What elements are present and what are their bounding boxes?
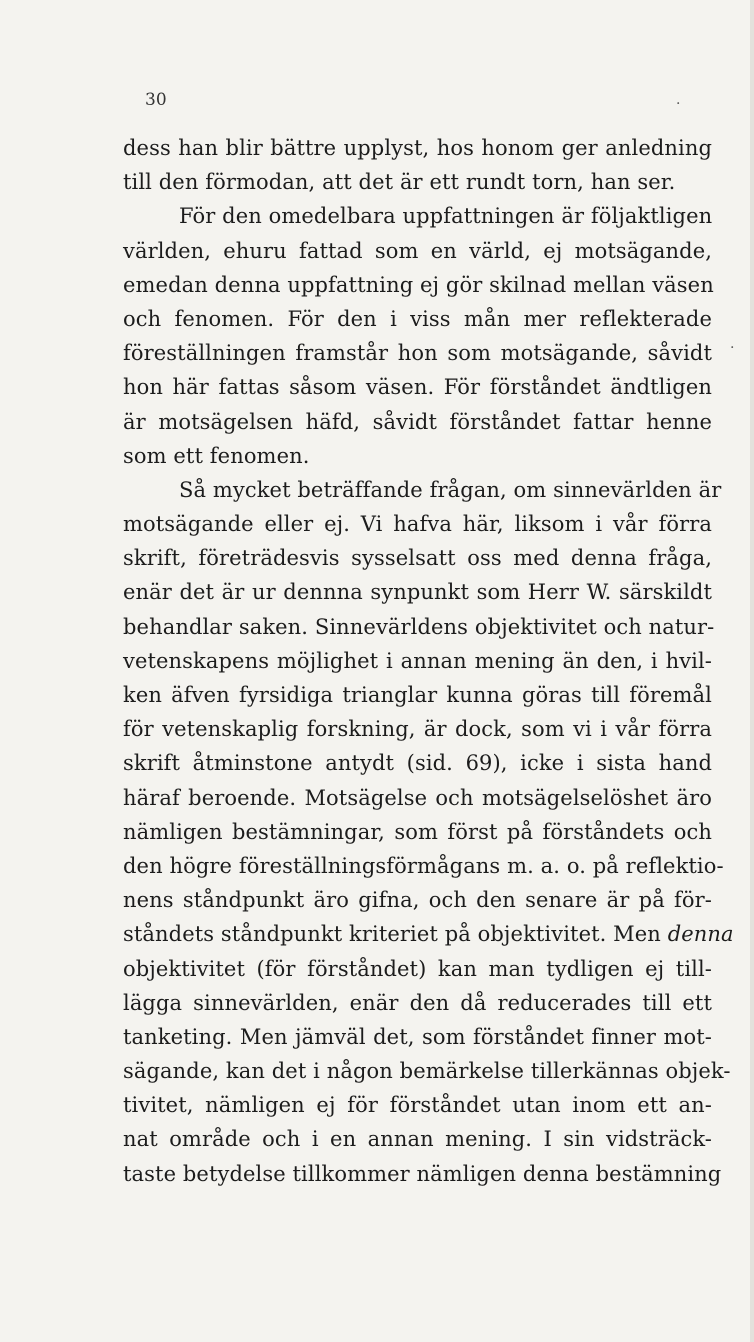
text-line: vetenskapens möjlighet i annan mening än den, i hvil- <box>123 648 712 673</box>
text-line: dess han blir bättre upplyst, hos honom ger anledning <box>123 136 712 160</box>
text-line: tanketing. Men jämväl det, som förståndet finner mot- <box>123 1024 712 1049</box>
text-line: ken äfven fyrsidiga trianglar kunna göras till föremål <box>123 683 712 707</box>
text-line: Så mycket beträffande frågan, om sinnevärlden är <box>179 477 722 502</box>
text-line: och fenomen. För den i viss mån mer reflekterade <box>123 306 712 331</box>
text-line: tivitet, nämligen ej för förståndet utan inom ett an- <box>123 1093 712 1118</box>
text-line: emedan denna uppfattning ej gör skilnad mellan väsen <box>123 272 714 297</box>
text-line: motsägande eller ej. Vi hafva här, liksom i vår förra <box>123 512 712 537</box>
text-line: skrift åtminstone antydt (sid. 69), icke i sista hand <box>123 751 712 776</box>
text-line: enär det är ur dennna synpunkt som Herr W. särskildt <box>123 580 712 605</box>
text-line: som ett fenomen. <box>123 443 310 468</box>
text-line: nat område och i en annan mening. I sin vidsträck- <box>123 1127 712 1152</box>
text-line: ståndets ståndpunkt kriteriet på objektivitet. Men denna <box>123 922 734 947</box>
text-line: den högre föreställningsförmågans m. a. o. på reflektio- <box>123 853 724 878</box>
text-line: behandlar saken. Sinnevärldens objektivitet och natur- <box>123 614 715 639</box>
text-line: är motsägelsen häfd, såvidt förståndet fattar henne <box>123 409 712 434</box>
text-line: taste betydelse tillkommer nämligen denna bestämning <box>123 1161 722 1186</box>
text-line: objektivitet (för förståndet) kan man tydligen ej till- <box>123 956 712 981</box>
text-line: nämligen bestämningar, som först på förståndets och <box>123 819 712 844</box>
body-text <box>123 131 734 1191</box>
text-line: För den omedelbara uppfattningen är följaktligen <box>179 204 713 229</box>
text-line: föreställningen framstår hon som motsägande, såvidt <box>123 341 712 366</box>
margin-dot: . <box>730 336 735 352</box>
text-line: sägande, kan det i någon bemärkelse tillerkännas objek- <box>123 1059 731 1084</box>
text-line: skrift, företrädesvis sysselsatt oss med denna fråga, <box>123 546 712 571</box>
page-edge <box>750 0 754 1342</box>
text-line: världen, ehuru fattad som en värld, ej motsägande, <box>123 238 712 263</box>
text-line: till den förmodan, att det är ett rundt torn, han ser. <box>123 170 676 195</box>
text-line: för vetenskaplig forskning, är dock, som vi i vår förra <box>123 717 712 742</box>
text-line: nens ståndpunkt äro gifna, och den senare är på för- <box>123 888 712 913</box>
text-line: häraf beroende. Motsägelse och motsägelselöshet äro <box>123 785 712 810</box>
margin-dot: · <box>676 96 681 112</box>
page-number: 30 <box>145 90 167 110</box>
emphasized-word: denna <box>667 922 734 947</box>
text-line: hon här fattas såsom väsen. För förståndet ändtligen <box>123 375 712 400</box>
text-line: lägga sinnevärlden, enär den då reducerades till ett <box>123 990 712 1015</box>
